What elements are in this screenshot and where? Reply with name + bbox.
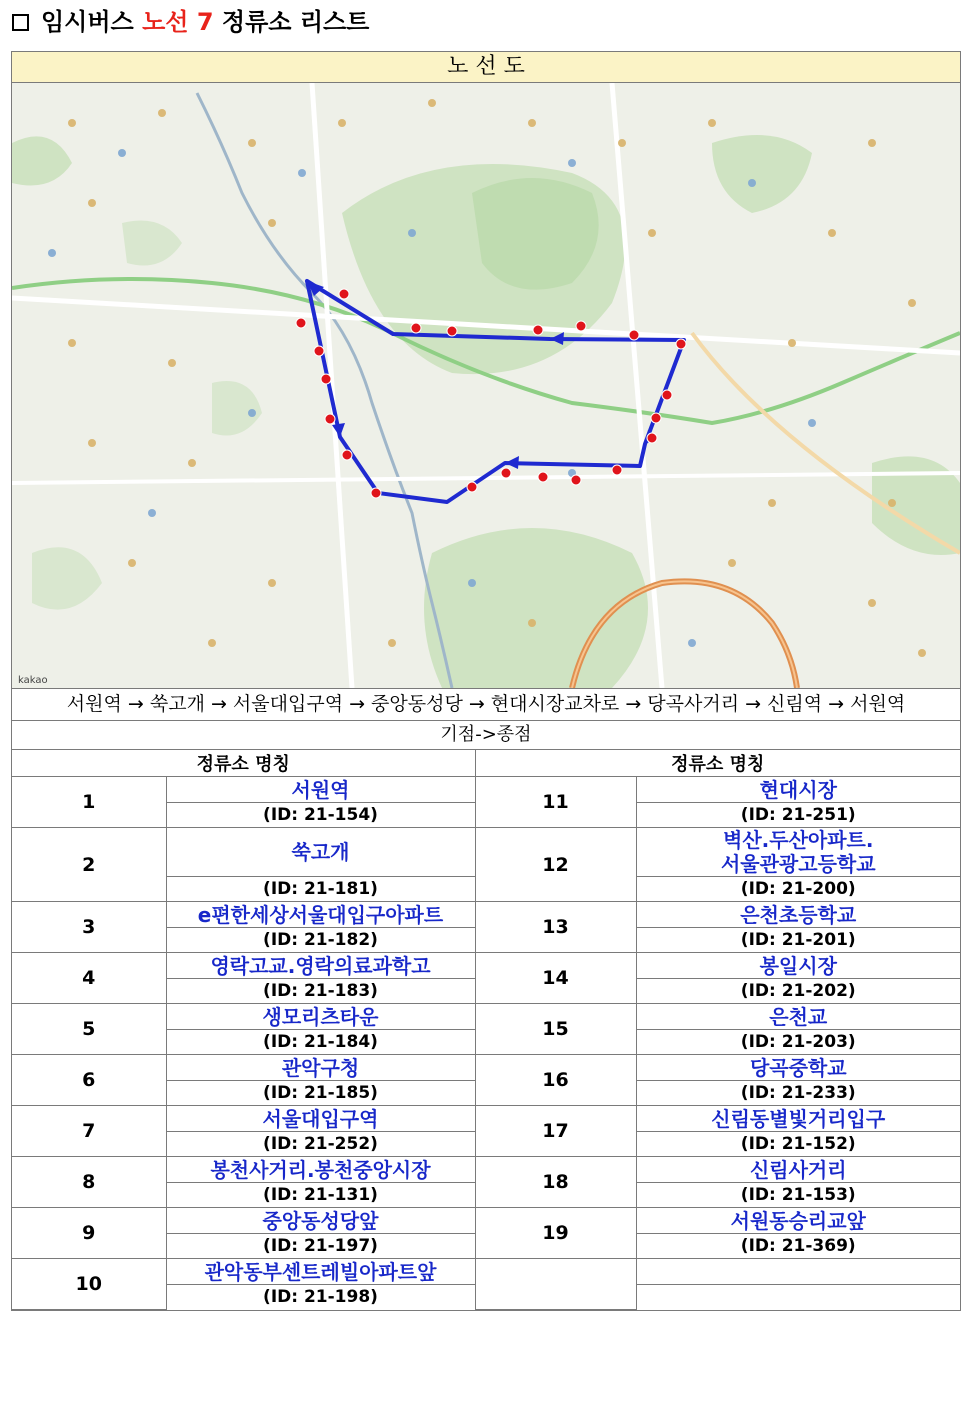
route-sheet [11,51,961,1311]
stop-name: 관악구청 [166,1055,475,1081]
stop-table-header-row [12,750,960,777]
stop-name: 영락고교.영락의료과학고 [166,953,475,979]
table-row [12,1004,960,1030]
stop-id: (ID: 21-131) [166,1183,475,1208]
table-row [12,828,960,877]
table-row [12,1055,960,1081]
stop-name-header-right: 정류소 명칭 [475,750,960,777]
stop-id: (ID: 21-152) [636,1132,960,1157]
stop-name: 신림사거리 [636,1157,960,1183]
stop-name: 현대시장 [636,777,960,803]
table-row [12,1106,960,1132]
stop-name: 봉일시장 [636,953,960,979]
stop-number: 8 [12,1157,166,1208]
stop-name: 쑥고개 [166,828,475,877]
stop-name: 생모리츠타운 [166,1004,475,1030]
stop-id: (ID: 21-202) [636,979,960,1004]
route-direction: 기점->종점 [12,721,960,750]
stop-name: 서원역 [166,777,475,803]
stop-number: 10 [12,1259,166,1310]
stop-id: (ID: 21-183) [166,979,475,1004]
stop-id: (ID: 21-184) [166,1030,475,1055]
stop-id: (ID: 21-251) [636,803,960,828]
stop-id: (ID: 21-369) [636,1234,960,1259]
stop-id: (ID: 21-182) [166,928,475,953]
stop-name: 서울대입구역 [166,1106,475,1132]
stop-name: 봉천사거리.봉천중앙시장 [166,1157,475,1183]
stop-number: 6 [12,1055,166,1106]
stop-name: 은천교 [636,1004,960,1030]
stop-number: 9 [12,1208,166,1259]
table-row [12,953,960,979]
route-map [12,83,960,689]
stop-id: (ID: 21-198) [166,1285,475,1310]
stop-id: (ID: 21-200) [636,877,960,902]
map-header: 노 선 도 [12,52,960,83]
stop-id: (ID: 21-252) [166,1132,475,1157]
stop-table [12,750,960,1310]
stop-number: 7 [12,1106,166,1157]
stop-name: 신림동별빛거리입구 [636,1106,960,1132]
stop-number: 5 [12,1004,166,1055]
table-row [12,1259,960,1285]
stop-number: 12 [475,828,636,902]
stop-name: 서원동승리교앞 [636,1208,960,1234]
checkbox-icon [12,14,29,31]
stop-id: (ID: 21-203) [636,1030,960,1055]
stop-name-header-left: 정류소 명칭 [12,750,475,777]
stop-name: 중앙동성당앞 [166,1208,475,1234]
stop-id: (ID: 21-197) [166,1234,475,1259]
stop-number: 14 [475,953,636,1004]
stop-name: 당곡중학교 [636,1055,960,1081]
page-title [12,2,369,42]
stop-table-body [12,750,960,1309]
stop-number: 13 [475,902,636,953]
stop-number: 17 [475,1106,636,1157]
stop-number [475,1259,636,1310]
table-row [12,1208,960,1234]
stop-id: (ID: 21-181) [166,877,475,902]
stop-name [636,1259,960,1285]
stop-id: (ID: 21-185) [166,1081,475,1106]
stop-id [636,1285,960,1310]
stop-id: (ID: 21-154) [166,803,475,828]
stop-number: 16 [475,1055,636,1106]
table-row [12,902,960,928]
stop-number: 15 [475,1004,636,1055]
route-map-graphic [12,83,960,688]
stop-number: 11 [475,777,636,828]
title-route: 노선 7 [142,8,214,36]
stop-id: (ID: 21-233) [636,1081,960,1106]
svg-text:kakao: kakao [18,675,48,686]
stop-number: 19 [475,1208,636,1259]
stop-name: 관악동부센트레빌아파트앞 [166,1259,475,1285]
stop-number: 18 [475,1157,636,1208]
stop-id: (ID: 21-201) [636,928,960,953]
stop-name: e편한세상서울대입구아파트 [166,902,475,928]
stop-number: 3 [12,902,166,953]
table-row [12,1157,960,1183]
stop-id: (ID: 21-153) [636,1183,960,1208]
stop-name: 벽산.두산아파트. 서울관광고등학교 [636,828,960,877]
table-row [12,777,960,803]
stop-number: 2 [12,828,166,902]
title-prefix: 임시버스 [41,8,134,36]
title-suffix: 정류소 리스트 [221,8,370,36]
stop-number: 1 [12,777,166,828]
route-summary: 서원역 → 쑥고개 → 서울대입구역 → 중앙동성당 → 현대시장교차로 → 당곡사거리 → 신림역 → 서원역 [12,689,960,721]
stop-number: 4 [12,953,166,1004]
stop-name: 은천초등학교 [636,902,960,928]
